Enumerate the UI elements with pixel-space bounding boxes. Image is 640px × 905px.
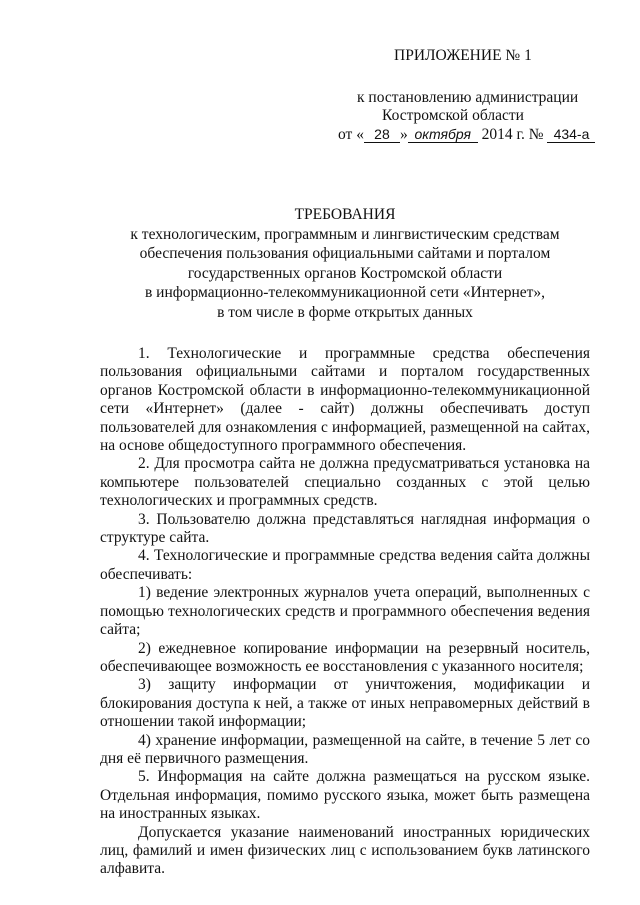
paragraph-4: 4. Технологические и программные средства ведения сайта должны обеспечивать: bbox=[100, 547, 590, 583]
appendix-label: ПРИЛОЖЕНИЕ № 1 bbox=[394, 47, 532, 64]
paragraph-3: 3. Пользователю должна представляться наглядная информация о структуре сайта. bbox=[100, 510, 590, 547]
decree-number-field: 434-а bbox=[547, 126, 595, 143]
decree-date-line bbox=[338, 126, 595, 144]
title-line: в информационно-телекоммуникационной сети «Интернет», bbox=[144, 284, 546, 301]
paragraph-5: 5. Информация на сайте должна размещаться на русском языке. Отдельная информация, помимо русского языка, может быть размещена на иностранных языках. bbox=[100, 768, 590, 823]
date-mid: » bbox=[399, 126, 408, 143]
paragraph-1: 1. Технологические и программные средства обеспечения пользования официальными сайтами и порталом государственных органов Костромской области в информационно-телекоммуникационной сети «Интернет» (далее - сайт) должны обеспечивать доступ пользователей для ознакомления с информацией, размещенной на сайтах, на основе общедоступного программного обеспечения. bbox=[100, 345, 590, 455]
date-month-field: октября bbox=[408, 126, 478, 143]
subitem-4: 4) хранение информации, размещенной на сайте, в течение 5 лет со дня её первичного размещения. bbox=[100, 731, 590, 767]
subitem-1: 1) ведение электронных журналов учета операций, выполненных с помощью технологических средств и программного обеспечения ведения сайта; bbox=[100, 584, 590, 639]
document-title bbox=[60, 205, 630, 322]
decree-region: Костромской области bbox=[382, 107, 524, 124]
date-prefix: от « bbox=[338, 126, 364, 143]
decree-reference: к постановлению администрации bbox=[357, 89, 579, 106]
title-line: обеспечения пользования официальными сайтами и порталом bbox=[139, 245, 551, 262]
title-heading: ТРЕБОВАНИЯ bbox=[294, 206, 396, 223]
title-line: в том числе в форме открытых данных bbox=[217, 303, 473, 321]
subitem-2: 2) ежедневное копирование информации на резервный носитель, обеспечивающее возможность ее восстановления с указанного носителя; bbox=[100, 639, 590, 675]
paragraph-2: 2. Для просмотра сайта не должна предусматриваться установка на компьютере пользователей специально созданных с этой целью технологических и программных средств. bbox=[100, 455, 590, 510]
title-line: государственных органов Костромской области bbox=[187, 264, 503, 282]
document-body bbox=[100, 345, 590, 879]
date-year: 2014 г. № bbox=[481, 126, 544, 143]
date-day-field: 28 bbox=[364, 126, 400, 143]
subitem-3: 3) защиту информации от уничтожения, модификации и блокирования доступа к ней, а также от иных неправомерных действий в отношении такой информации; bbox=[100, 676, 590, 731]
title-line: к технологическим, программным и лингвистическим средствам bbox=[130, 225, 560, 243]
paragraph-6: Допускается указание наименований иностранных юридических лиц, фамилий и имен физических лиц с использованием букв латинского алфавита. bbox=[100, 823, 590, 878]
